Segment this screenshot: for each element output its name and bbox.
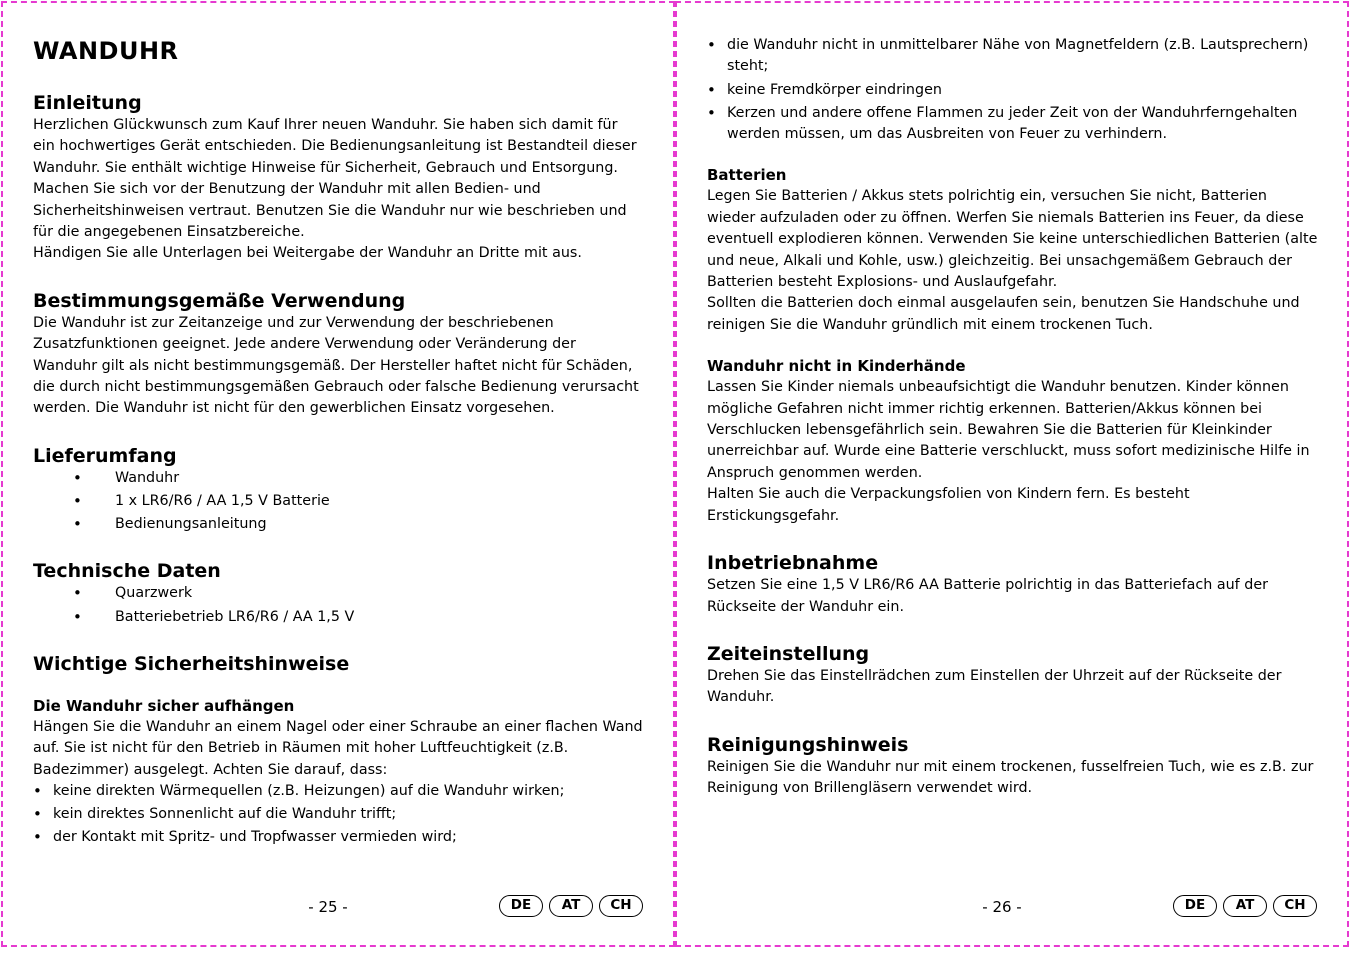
country-badge-ch: CH (1273, 895, 1317, 917)
aufhaengen-list (33, 781, 643, 849)
subsection-batterien (707, 165, 1319, 336)
country-badges (1173, 895, 1317, 917)
list-item: • Bedienungsanleitung (33, 514, 643, 535)
einleitung-text: Herzlichen Glückwunsch zum Kauf Ihrer neuen Wanduhr. Sie haben sich damit für ein hochwertiges Gerät entschieden. Die Bedienungsanleitung ist Bestandteil dieser Wanduhr. Sie enthält wichtige Hinweise für Sicherheit, Gebrauch und Entsorgung. Machen Sie sich vor der Benutzung der Wanduhr mit allen Bedien- und Sicherheitshinweisen vertraut. Benutzen Sie die Wanduhr nur wie beschrieben und für die angegebenen Einsatzbereiche. (33, 117, 637, 241)
country-badges (499, 895, 643, 917)
right-page-content (707, 35, 1319, 800)
heading-zeiteinstellung: Zeiteinstellung (707, 642, 870, 665)
list-item: • kein direktes Sonnenlicht auf die Wanduhr trifft; (33, 804, 643, 825)
subsection-aufhaengen (33, 696, 643, 849)
section-zeiteinstellung (707, 642, 1319, 709)
list-item: • Wanduhr (33, 468, 643, 489)
kinder-text-2: Halten Sie auch die Verpackungsfolien von Kindern fern. Es besteht Erstickungsgefahr. (707, 486, 1190, 524)
heading-reinigung: Reinigungshinweis (707, 733, 909, 756)
list-item: • keine Fremdkörper eindringen (707, 80, 1319, 101)
section-reinigung (707, 733, 1319, 800)
section-technische-daten (33, 559, 643, 628)
batterien-text-2: Sollten die Batterien doch einmal ausgelaufen sein, benutzen Sie Handschuhe und reinigen Sie die Wanduhr gründlich mit einem trockenen Tuch. (707, 295, 1300, 333)
heading-technische-daten: Technische Daten (33, 560, 221, 583)
heading-bestimmung: Bestimmungsgemäße Verwendung (33, 289, 406, 312)
reinigung-text: Reinigen Sie die Wanduhr nur mit einem trockenen, fusselfreien Tuch, wie es z.B. zur Reinigung von Brillengläsern verwendet wird. (707, 758, 1314, 797)
section-bestimmung (33, 289, 643, 420)
right-page-footer (677, 895, 1347, 919)
page-number: - 26 - (982, 898, 1022, 916)
heading-sicherheit: Wichtige Sicherheitshinweise (33, 652, 350, 675)
section-inbetriebnahme (707, 551, 1319, 618)
heading-einleitung: Einleitung (33, 92, 142, 114)
technische-daten-list (33, 583, 643, 628)
page-number: - 25 - (308, 898, 348, 916)
section-lieferumfang (33, 444, 643, 536)
list-item: • der Kontakt mit Spritz- und Tropfwasser vermieden wird; (33, 827, 643, 848)
subsection-kinder (707, 356, 1319, 527)
aufhaengen-text: Hängen Sie die Wanduhr an einem Nagel oder einer Schraube an einer flachen Wand auf. Sie ist nicht für den Betrieb in Räumen mit hoher Luftfeuchtigkeit (z.B. Badezimmer) ausgelegt. Achten Sie darauf, dass: (33, 718, 643, 778)
list-item: • Batteriebetrieb LR6/R6 / AA 1,5 V (33, 607, 643, 628)
batterien-text: Legen Sie Batterien / Akkus stets polrichtig ein, versuchen Sie nicht, Batterien wieder aufzuladen oder zu öffnen. Werfen Sie niemals Batterien ins Feuer, da diese eventuell explodieren können. Verwenden Sie keine unterschiedlichen Batterien (alte und neue, Alkali und Kohle, usw.) gleichzeitig. Bei unsachgemäßem Gebrauch der Batterien besteht Explosions- und Auslaufgefahr. (707, 188, 1318, 291)
bestimmung-text: Die Wanduhr ist zur Zeitanzeige und zur Verwendung der beschriebenen Zusatzfunktionen geeignet. Jede andere Verwendung oder Veränderung der Wanduhr gilt als nicht bestimmungsgemäß. Der Hersteller haftet nicht für Schäden, die durch nicht bestimmungsgemäßen Gebrauch oder falsche Bedienung verursacht werden. Die Wanduhr ist nicht für den gewerblichen Einsatz vorgesehen. (33, 314, 639, 417)
lieferumfang-list (33, 468, 643, 536)
section-einleitung (33, 91, 643, 265)
subheading-batterien: Batterien (707, 166, 787, 185)
zeiteinstellung-text: Drehen Sie das Einstellrädchen zum Einstellen der Uhrzeit auf der Rückseite der Wanduhr. (707, 667, 1282, 706)
document-title: WANDUHR (33, 37, 179, 65)
kinder-text: Lassen Sie Kinder niemals unbeaufsichtigt die Wanduhr benutzen. Kinder können mögliche Gefahren nicht immer richtig erkennen. Batterien/Akkus können bei Verschlucken lebensgefährlich sein. Bewahren Sie die Batterien für Kleinkinder unerreichbar auf. Wurde eine Batterie verschluckt, muss sofort medizinische Hilfe in Anspruch genommen werden. (707, 379, 1310, 481)
einleitung-text-2: Händigen Sie alle Unterlagen bei Weitergabe der Wanduhr an Dritte mit aus. (33, 245, 582, 262)
right-page (675, 1, 1349, 947)
left-page (1, 1, 675, 947)
heading-inbetriebnahme: Inbetriebnahme (707, 552, 879, 575)
inbetriebnahme-text: Setzen Sie eine 1,5 V LR6/R6 AA Batterie polrichtig in das Batteriefach auf der Rückseite der Wanduhr ein. (707, 577, 1269, 615)
heading-lieferumfang: Lieferumfang (33, 444, 177, 467)
subheading-aufhaengen: Die Wanduhr sicher aufhängen (33, 696, 295, 715)
aufhaengen-list-continued (707, 35, 1319, 145)
list-item: • Quarzwerk (33, 583, 643, 604)
section-sicherheit (33, 652, 643, 849)
country-badge-de: DE (1173, 895, 1217, 917)
country-badge-de: DE (499, 895, 543, 917)
subheading-kinder: Wanduhr nicht in Kinderhände (707, 357, 966, 376)
list-item: • Kerzen und andere offene Flammen zu jeder Zeit von der Wanduhrferngehalten werden müssen, um das Ausbreiten von Feuer zu verhindern. (707, 103, 1319, 146)
list-item: • die Wanduhr nicht in unmittelbarer Nähe von Magnetfeldern (z.B. Lautsprechern) steht; (707, 35, 1319, 78)
country-badge-at: AT (1223, 895, 1267, 917)
country-badge-ch: CH (599, 895, 643, 917)
list-item: • 1 x LR6/R6 / AA 1,5 V Batterie (33, 491, 643, 512)
country-badge-at: AT (549, 895, 593, 917)
left-page-footer (3, 895, 673, 919)
left-page-content (33, 3, 643, 850)
list-item: • keine direkten Wärmequellen (z.B. Heizungen) auf die Wanduhr wirken; (33, 781, 643, 802)
